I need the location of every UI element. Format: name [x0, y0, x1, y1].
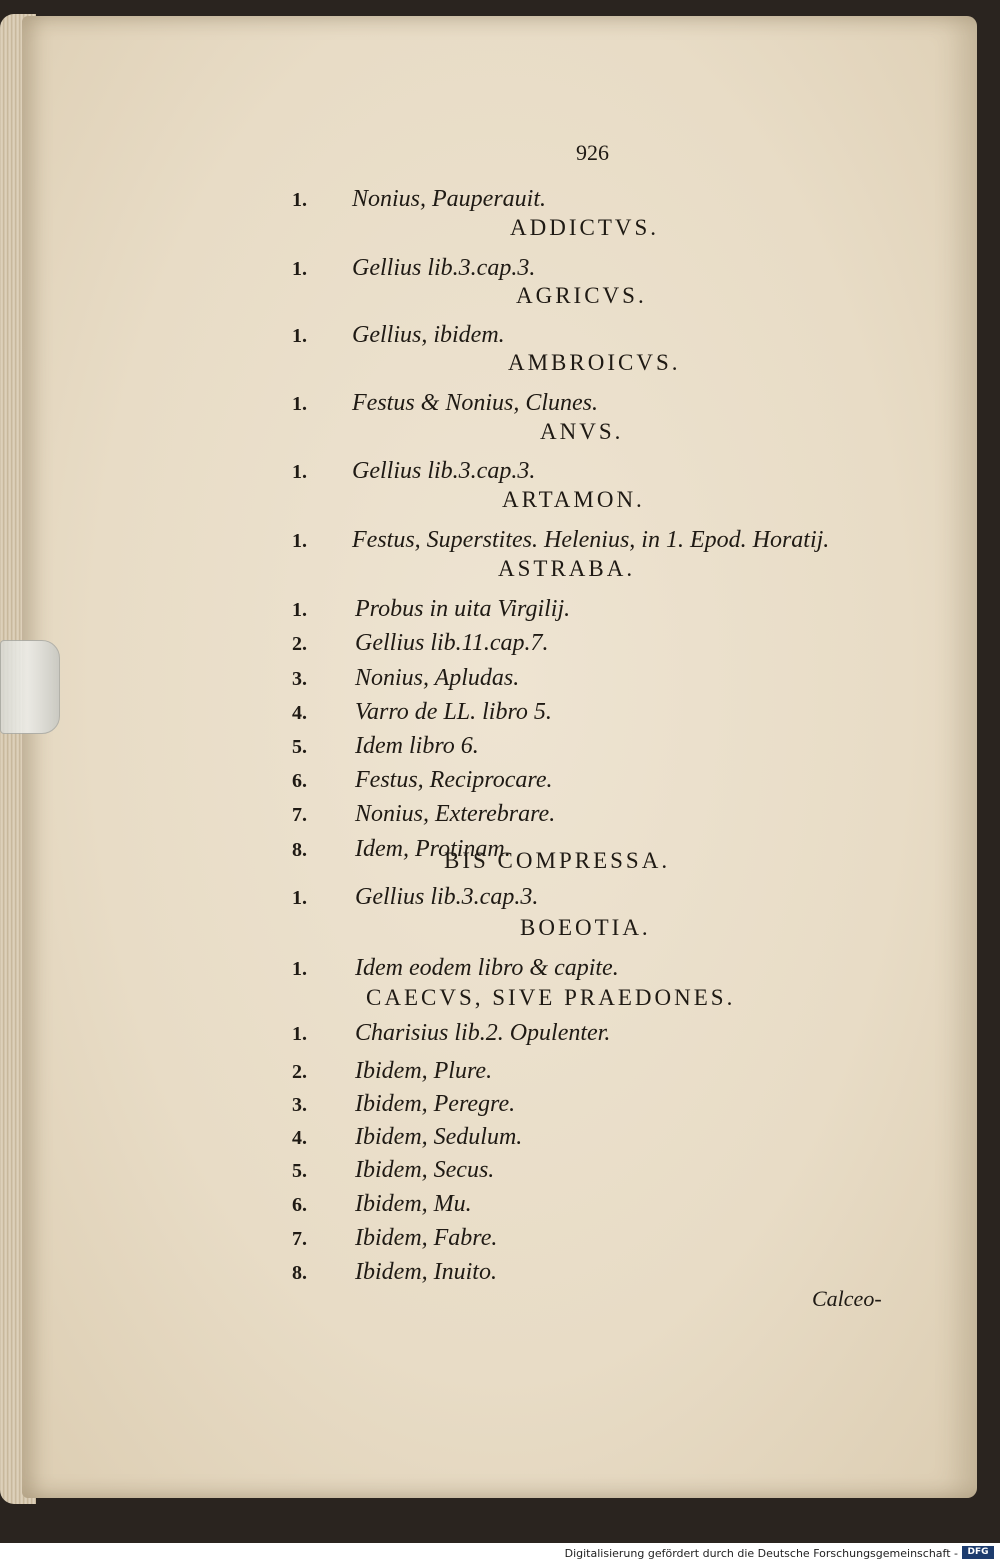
footer-credit: Digitalisierung gefördert durch die Deutsche Forschungsgemeinschaft - [564, 1547, 958, 1560]
section-heading: AGRICVS. [516, 283, 647, 308]
entry-citation: Charisius lib.2. Opulenter. [355, 1020, 611, 1046]
page-number: 926 [576, 140, 609, 165]
entry-number: 7. [292, 804, 307, 826]
entry-citation: Gellius lib.3.cap.3. [352, 255, 536, 281]
entry-citation: Ibidem, Sedulum. [355, 1124, 523, 1150]
entry-citation: Gellius lib.3.cap.3. [352, 458, 536, 484]
section-heading: ADDICTVS. [510, 215, 660, 240]
entry-citation: Ibidem, Mu. [355, 1191, 472, 1217]
section-heading: ANVS. [540, 419, 624, 444]
section-heading: BIS COMPRESSA. [444, 848, 671, 873]
entry-citation: Festus, Reciprocare. [355, 767, 553, 793]
entry-number: 8. [292, 1262, 307, 1284]
entry-number: 3. [292, 668, 307, 690]
entry-citation: Idem libro 6. [355, 733, 479, 759]
entry-citation: Idem eodem libro & capite. [355, 955, 619, 981]
entry-citation: Ibidem, Inuito. [355, 1259, 497, 1285]
entry-number: 7. [292, 1228, 307, 1250]
entry-citation: Ibidem, Plure. [355, 1058, 493, 1084]
entry-number: 6. [292, 770, 307, 792]
entry-number: 1. [292, 258, 307, 280]
entry-citation: Varro de LL. libro 5. [355, 699, 552, 725]
entry-number: 2. [292, 1061, 307, 1083]
entry-number: 1. [292, 393, 307, 415]
entry-number: 5. [292, 1160, 307, 1182]
entry-number: 1. [292, 887, 307, 909]
footer-bar [0, 1543, 1000, 1563]
entry-number: 4. [292, 1127, 307, 1149]
section-heading: CAECVS, SIVE PRAEDONES. [366, 985, 736, 1010]
book-page [22, 16, 977, 1498]
entry-citation: Idem, Protinam. [355, 836, 511, 862]
entry-number: 8. [292, 839, 307, 861]
entry-number: 1. [292, 461, 307, 483]
entry-citation: Ibidem, Peregre. [355, 1091, 516, 1117]
entry-citation: Ibidem, Fabre. [355, 1225, 498, 1251]
entry-number: 2. [292, 633, 307, 655]
section-heading: BOEOTIA. [520, 915, 651, 940]
entry-number: 6. [292, 1194, 307, 1216]
entry-citation: Gellius lib.11.cap.7. [355, 630, 549, 656]
section-heading: ARTAMON. [502, 487, 645, 512]
entry-citation: Festus & Nonius, Clunes. [352, 390, 599, 416]
entry-citation: Festus, Superstites. Helenius, in 1. Epod. Horatij. [352, 527, 830, 553]
catchword: Calceo- [812, 1286, 882, 1311]
entry-number: 1. [292, 189, 307, 211]
entry-number: 1. [292, 530, 307, 552]
entry-citation: Ibidem, Secus. [355, 1157, 495, 1183]
entry-citation: Nonius, Apludas. [355, 665, 520, 691]
entry-citation: Gellius, ibidem. [352, 322, 505, 348]
entry-number: 4. [292, 702, 307, 724]
entry-number: 1. [292, 958, 307, 980]
entry-number: 1. [292, 1023, 307, 1045]
entry-citation: Gellius lib.3.cap.3. [355, 884, 539, 910]
entry-number: 5. [292, 736, 307, 758]
entry-number: 1. [292, 325, 307, 347]
entry-citation: Probus in uita Virgilij. [355, 596, 571, 622]
entry-number: 3. [292, 1094, 307, 1116]
entry-citation: Nonius, Exterebrare. [355, 801, 556, 827]
dfg-logo-icon: DFG [962, 1546, 994, 1559]
entry-citation: Nonius, Pauperauit. [352, 186, 547, 212]
page-clip [0, 640, 60, 734]
section-heading: ASTRABA. [498, 556, 636, 581]
section-heading: AMBROICVS. [508, 350, 681, 375]
entry-number: 1. [292, 599, 307, 621]
